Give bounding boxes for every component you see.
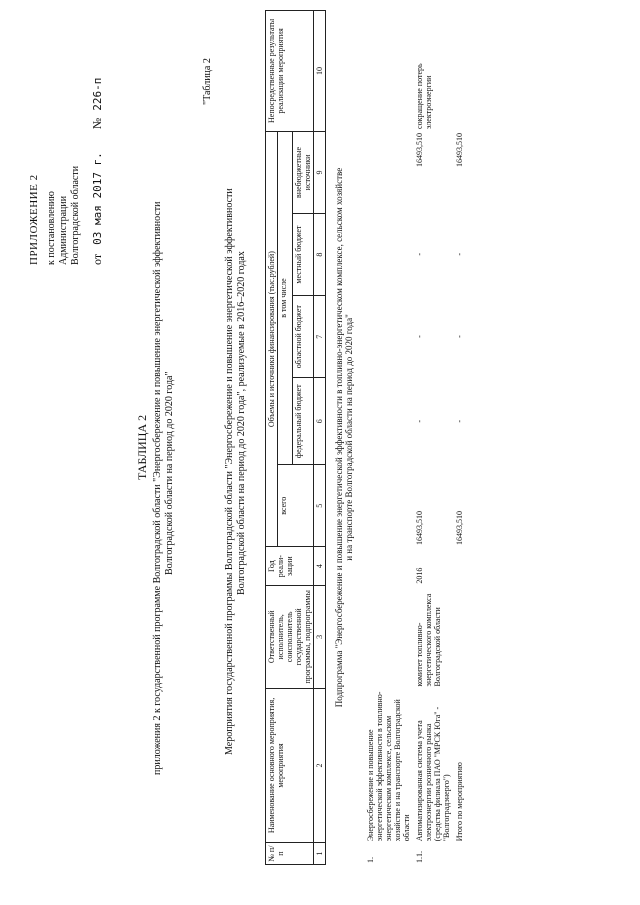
appendix-line-3: Волгоградской области (70, 165, 81, 265)
table-row (453, 10, 466, 865)
appendix-date-row (90, 78, 105, 265)
date-value: 03 мая 2017 г. (91, 152, 104, 245)
row11-name: Автоматизированная система учета электроэнергии розничного рынка (средства филиала ПАО "МРСК Юга" - "Волгоградэнерго") (415, 706, 451, 842)
col-number-cell: 4 (314, 547, 326, 586)
measures-table-wrap (265, 10, 466, 865)
measures-table (265, 10, 326, 865)
col-num-header: № п/п (266, 843, 314, 865)
col-regional-header: областной бюджет (293, 296, 314, 378)
measures-title-line-2: Волгоградской области на период до 2020 года", реализуемые в 2016–2020 годах (236, 251, 247, 595)
column-number-row (314, 11, 326, 865)
col-name-header: Наименование основного мероприятия, мероприятия (266, 688, 314, 843)
appendix-title: ПРИЛОЖЕНИЕ 2 (28, 174, 40, 265)
row11-regional: - (415, 335, 424, 338)
subprogram-line-2: и на транспорте Волгоградской области на период до 2020 года" (344, 314, 354, 561)
col-number-cell: 6 (314, 378, 326, 465)
col-number-cell: 10 (314, 11, 326, 132)
table-subtitle-line-2: Волгоградской области на период до 2020 года" (164, 371, 175, 575)
col-local-header: местный бюджет (293, 214, 314, 296)
total-label: Итого по мероприятию (455, 762, 464, 842)
col-year-header: Год реали-зации (266, 547, 314, 586)
col-results-header: Непосредственные результаты реализации мероприятия (266, 11, 314, 132)
number-value: 226-п (91, 77, 104, 111)
col-funding-header: Объемы и источники финансирования (тыс.рублей) (266, 131, 278, 546)
row11-num: 1.1. (415, 851, 424, 863)
table-subtitle-line-1: приложения 2 к государственной программе Волгоградской области "Энергосбережение и повышение энергетической эффективности (152, 201, 163, 775)
col-number-cell: 8 (314, 214, 326, 296)
row11-federal: - (415, 419, 424, 423)
row1-num: 1. (366, 857, 375, 863)
row11-extra: 16493,510 (415, 132, 424, 167)
col-number-cell: 2 (314, 688, 326, 843)
table-row (413, 10, 453, 865)
row11-result: сокращение потерь электроэнергии (415, 63, 433, 129)
row11-total: 16493,510 (415, 510, 424, 545)
appendix-line-2: Администрации (58, 195, 69, 265)
appendix-line-1: к постановлению (46, 191, 57, 265)
measures-title-line-1: Мероприятия государственной программы Волгоградской области "Энергосбережение и повышение энергетической эффективности (224, 188, 235, 755)
col-federal-header: федеральный бюджет (293, 378, 314, 465)
header-row-1 (266, 11, 278, 865)
col-responsible-header: Ответственный исполнитель, соисполнитель государственной программы, подпрограммы (266, 585, 314, 688)
row1-name: Энергосбережение и повышение энергетической эффективности в топливно-энергетическом комплексе, сельском хозяйстве и на транспорте Волгоградской области (366, 691, 411, 842)
table-label: "Таблица 2 (202, 58, 213, 105)
col-number-cell: 5 (314, 465, 326, 547)
total-sum: 16493,510 (455, 510, 464, 545)
col-number-cell: 3 (314, 585, 326, 688)
col-number-cell: 9 (314, 131, 326, 213)
total-federal: - (455, 419, 464, 423)
row11-year: 2016 (415, 567, 424, 584)
total-regional: - (455, 335, 464, 338)
col-extra-header: внебюджетные источники (293, 131, 314, 213)
number-label: № (90, 117, 104, 130)
col-total-header: всего (278, 465, 314, 547)
row11-responsible: комитет топливно-энергетического комплекса Волгоградской области (415, 593, 442, 687)
table-title: ТАБЛИЦА 2 (135, 414, 149, 480)
data-rows-table (364, 10, 466, 865)
subprogram-line-1: Подпрограмма "Энергосбережение и повышение энергетической эффективности в топливно-энергетическом комплексе, сельском хозяйстве (334, 167, 344, 708)
col-number-cell: 1 (314, 843, 326, 865)
col-including-header: в том числе (278, 131, 293, 464)
row11-local: - (415, 253, 424, 256)
table-row (364, 10, 413, 865)
col-number-cell: 7 (314, 296, 326, 378)
date-prefix: от (90, 253, 104, 265)
total-extra: 16493,510 (455, 132, 464, 167)
total-local: - (455, 253, 464, 256)
